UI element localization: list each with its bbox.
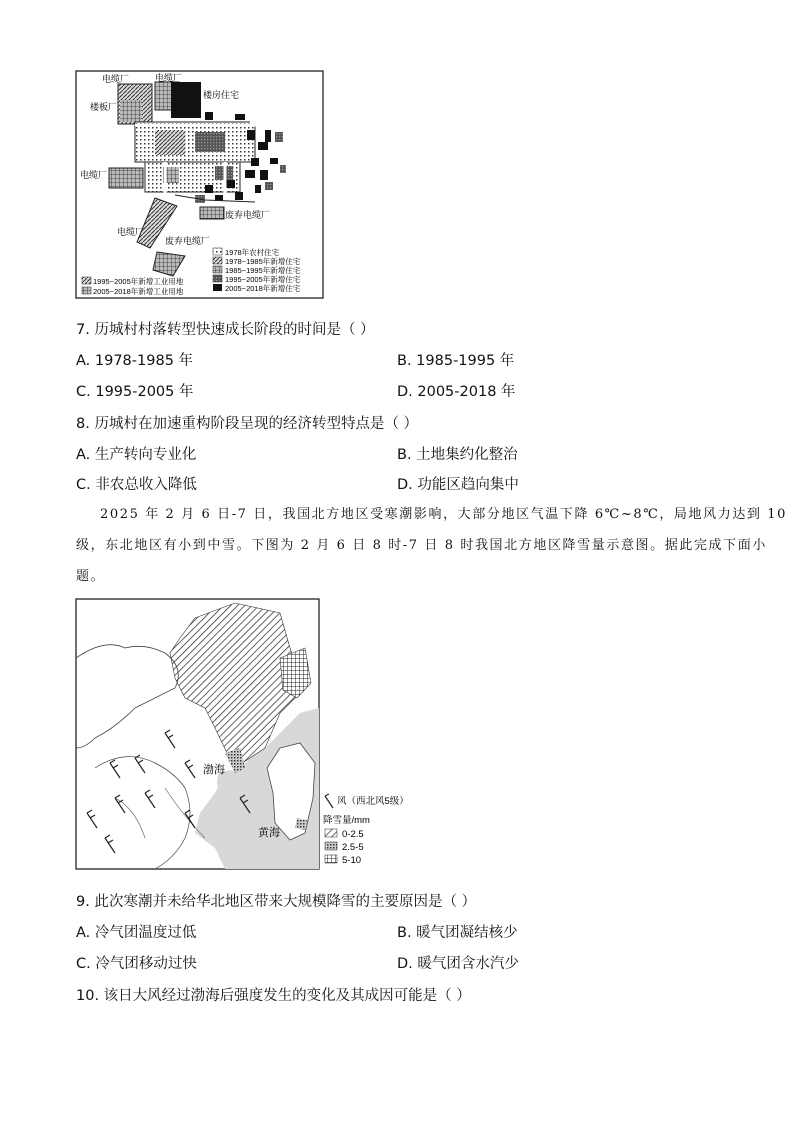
legend-wind: 风（西北风5级）: [337, 796, 409, 807]
q7-option-d[interactable]: D. 2005-2018 年: [397, 384, 516, 400]
legend-res-1978-1985: 1978~1985年新增住宅: [225, 257, 301, 266]
q7-option-a[interactable]: A. 1978-1985 年: [76, 353, 194, 369]
legend-res-1995-2005: 1995~2005年新增住宅: [225, 275, 301, 284]
q9-option-c[interactable]: C. 冷气团移动过快: [76, 956, 197, 972]
legend-snow-1: 0-2.5: [342, 829, 364, 840]
village-landuse-map: [75, 70, 325, 300]
legend-res-1978: 1978年农村住宅: [225, 248, 280, 257]
label-bohai: 渤海: [203, 764, 225, 776]
q8-option-b[interactable]: B. 土地集约化整治: [397, 447, 518, 463]
q9-option-b[interactable]: B. 暖气团凝结核少: [397, 925, 518, 941]
q7-option-c[interactable]: C. 1995-2005 年: [76, 384, 194, 400]
q9-option-a[interactable]: A. 冷气团温度过低: [76, 925, 197, 941]
label-cable-factory-3: 电缆厂: [80, 170, 108, 180]
q8-option-c[interactable]: C. 非农总收入降低: [76, 477, 197, 493]
label-cable-factory-4: 电缆厂: [117, 227, 145, 237]
legend-industry-1995: 1995~2005年新增工业用地: [93, 277, 184, 286]
snowfall-map: [75, 598, 425, 872]
legend-snow-title: 降雪量/mm: [323, 815, 370, 826]
label-huanghai: 黄海: [258, 827, 280, 839]
q8-option-a[interactable]: A. 生产转向专业化: [76, 447, 197, 463]
legend-res-1985-1995: 1985~1995年新增住宅: [225, 266, 301, 275]
q7-stem: 7. 历城村村落转型快速成长阶段的时间是（ ）: [76, 322, 375, 338]
q9-stem: 9. 此次寒潮并未给华北地区带来大规模降雪的主要原因是（ ）: [76, 894, 477, 910]
passage-line-2: 级，东北地区有小到中雪。下图为 2 月 6 日 8 时-7 日 8 时我国北方地区降雪量示意图。据此完成下面小: [76, 538, 767, 553]
q8-stem: 8. 历城村在加速重构阶段呈现的经济转型特点是（ ）: [76, 416, 419, 432]
label-panel-factory: 楼板厂: [90, 102, 118, 112]
passage-line-3: 题。: [76, 569, 106, 584]
label-cable-factory-2: 电缆厂: [155, 73, 183, 83]
passage-line-1: 2025 年 2 月 6 日-7 日，我国北方地区受寒潮影响，大部分地区气温下降 6℃~8℃，局地风力达到 10: [100, 507, 788, 522]
legend-res-2005-2018: 2005~2018年新增住宅: [225, 284, 301, 293]
label-apartment: 楼房住宅: [203, 90, 240, 100]
q10-stem: 10. 该日大风经过渤海后强度发生的变化及其成因可能是（ ）: [76, 988, 471, 1004]
q7-option-b[interactable]: B. 1985-1995 年: [397, 353, 515, 369]
q9-option-d[interactable]: D. 暖气团含水汽少: [397, 956, 519, 972]
label-abandoned-2: 废弃电缆厂: [165, 236, 211, 246]
legend-snow-2: 2.5-5: [342, 842, 364, 853]
legend-industry-2005: 2005~2018年新增工业用地: [93, 287, 184, 296]
label-abandoned-1: 废弃电缆厂: [225, 210, 271, 220]
q8-option-d[interactable]: D. 功能区趋向集中: [397, 477, 519, 493]
legend-snow-3: 5-10: [342, 855, 362, 866]
label-cable-factory-1: 电缆厂: [102, 74, 130, 84]
